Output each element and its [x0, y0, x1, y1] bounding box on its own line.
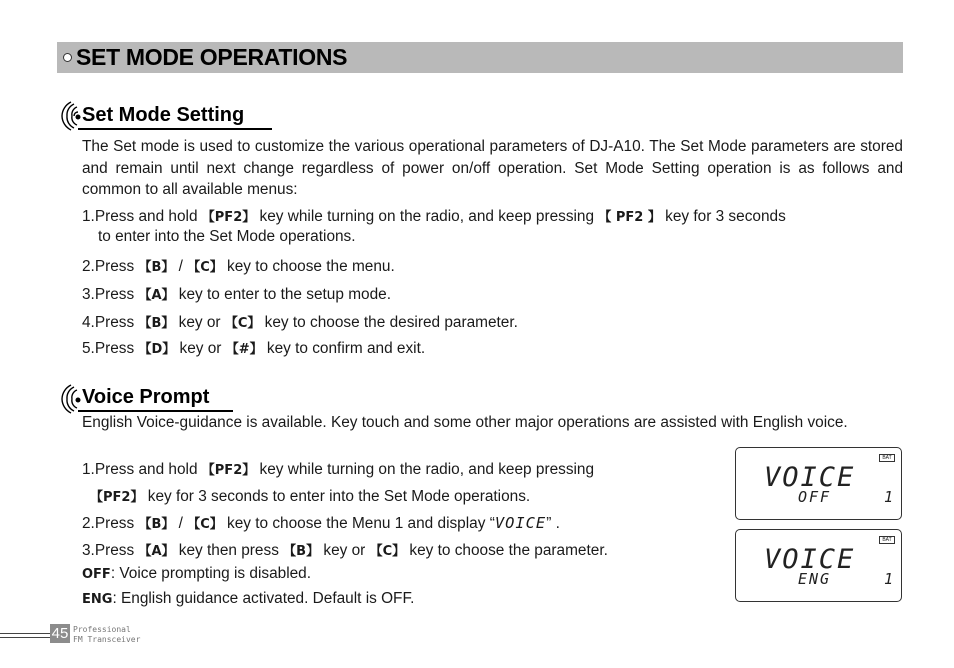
key-b: 【B】 — [138, 260, 175, 275]
voice-step-2: 2.Press 【B】 / 【C】 key to choose the Menu 1 and display “VOICE” . — [82, 514, 560, 532]
voice-step-3: 3.Press 【A】 key then press 【B】 key or 【C】 key to choose the parameter. — [82, 542, 608, 559]
key-pf2: 【PF2】 — [201, 463, 256, 478]
set-mode-intro: The Set mode is used to customize the various operational parameters of DJ-A10. The Set Mode parameters are stored and remain until next change regardless of power on/off operation. Set Mode Setting operation is as follows and common to all available menus: — [82, 138, 903, 198]
key-c: 【C】 — [187, 260, 223, 275]
key-b: 【B】 — [283, 544, 320, 559]
footer-text-line1: Professional — [73, 625, 131, 634]
lcd-channel-number: 1 — [884, 570, 894, 588]
footer-rule — [0, 637, 50, 638]
step-3: 3.Press 【A】 key to enter to the setup mode. — [82, 286, 391, 303]
lcd-display-off — [735, 447, 902, 520]
option-off: OFF: Voice prompting is disabled. — [82, 565, 312, 582]
lcd-value-text: ENG — [798, 570, 832, 588]
step-2: 2.Press 【B】 / 【C】 key to choose the menu. — [82, 258, 395, 275]
footer-text-line2: FM Transceiver — [73, 635, 141, 644]
section-underline — [78, 128, 272, 130]
battery-icon: BAT — [879, 536, 895, 544]
key-c: 【C】 — [224, 316, 261, 331]
lcd-value-text: OFF — [798, 488, 832, 506]
key-d: 【D】 — [138, 342, 176, 357]
footer-rule — [0, 633, 50, 634]
section-title-set-mode-setting: Set Mode Setting — [82, 104, 245, 126]
key-pf2: 【PF2】 — [201, 210, 256, 225]
voice-step-1: 1.Press and hold 【PF2】 key while turning on the radio, and keep pressing — [82, 461, 595, 478]
key-hash: 【#】 — [225, 342, 263, 357]
bullet-circle-icon — [63, 53, 72, 62]
key-a: 【A】 — [138, 288, 175, 303]
page-number: 45 — [51, 625, 69, 642]
voice-step-1-continued: 【PF2】 key for 3 seconds to enter into the Set Mode operations. — [90, 488, 531, 505]
option-label-eng: ENG — [82, 592, 113, 607]
key-b: 【B】 — [138, 316, 175, 331]
page-title: SET MODE OPERATIONS — [76, 44, 348, 70]
step-5: 5.Press 【D】 key or 【#】 key to confirm and exit. — [82, 340, 426, 357]
key-pf2: 【 PF2 】 — [598, 210, 661, 225]
option-eng: ENG: English guidance activated. Default is OFF. — [82, 590, 415, 607]
lcd-main-text: VOICE — [764, 462, 856, 493]
option-label-off: OFF — [82, 567, 111, 582]
key-a: 【A】 — [138, 544, 175, 559]
battery-icon: BAT — [879, 454, 895, 462]
step-1: 1.Press and hold 【PF2】 key while turning on the radio, and keep pressing 【 PF2 】 key for 3 seconds — [82, 208, 786, 225]
lcd-text-voice: VOICE — [494, 514, 547, 532]
radio-wave-icon — [56, 101, 84, 131]
section-underline — [78, 410, 233, 412]
lcd-main-text: VOICE — [764, 544, 856, 575]
voice-prompt-intro: English Voice-guidance is available. Key touch and some other major operations are assisted with English voice. — [82, 414, 848, 431]
section-title-voice-prompt: Voice Prompt — [82, 386, 210, 408]
key-pf2: 【PF2】 — [90, 490, 144, 505]
key-b: 【B】 — [138, 517, 175, 532]
step-4: 4.Press 【B】 key or 【C】 key to choose the desired parameter. — [82, 314, 518, 331]
lcd-channel-number: 1 — [884, 488, 894, 506]
step-1-continued: to enter into the Set Mode operations. — [98, 228, 356, 245]
key-c: 【C】 — [369, 544, 406, 559]
key-c: 【C】 — [187, 517, 223, 532]
lcd-display-eng — [735, 529, 902, 602]
